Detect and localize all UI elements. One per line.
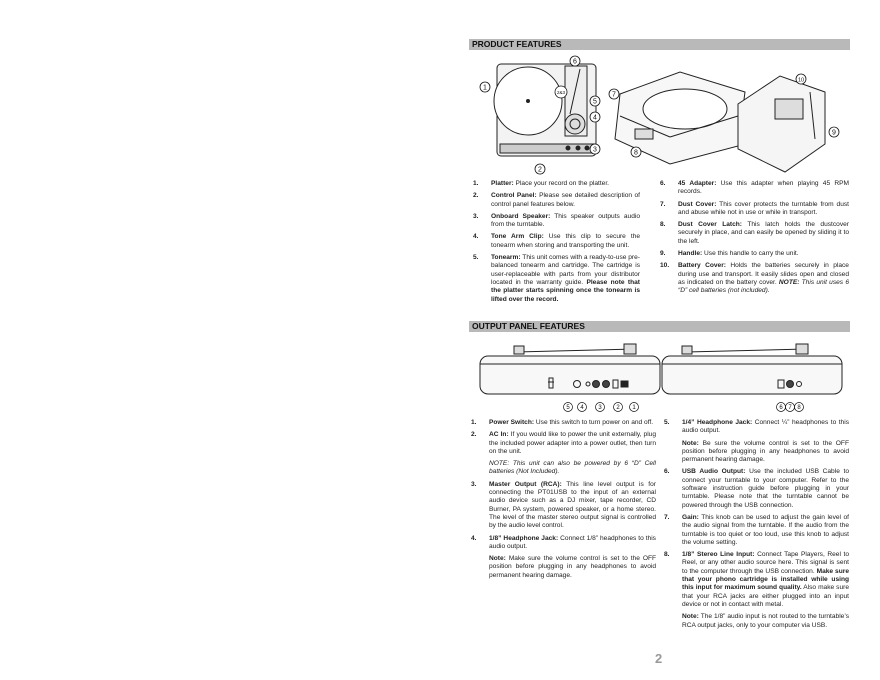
rear-panel-left [480, 344, 660, 394]
output-feature-7: 7. Gain: This knob can be used to adjust the gain level of the audio signal from the turntable. If the audio from the turntable is too quiet or too loud, use this knob to adjust the volume setting. [664, 513, 849, 546]
product-feature-9: 9. Handle: Use this handle to carry the unit. [660, 250, 799, 258]
product-feature-2: 2. Control Panel: Please see detailed description of control panel features below. [473, 192, 641, 208]
callout-8: 8 [634, 149, 638, 157]
output-feature-2: 2. AC In: If you would like to power the unit externally, plug the included power adapter into a power outlet, then turn on the unit. [471, 431, 656, 455]
output-feature-8: 8. 1/8” Stereo Line Input: Connect Tape Players, Reel to Reel, or any other audio source here. This signal is sent to the computer through the USB connection. Make sure that your phono cartridge is installed while using this input for maximum sound quality. Also make sure that your RCA jacks are either plugged into an input device or not in contact with metal. [664, 551, 849, 608]
callout-10: 10 [797, 77, 805, 84]
output-callout-3: 3 [598, 405, 602, 411]
output-callout-5: 5 [566, 405, 570, 411]
output-feature-5: 5. 1/4” Headphone Jack: Connect ¼” headphones to this audio output. [664, 419, 849, 435]
turntable-back-view [738, 76, 825, 172]
callout-4: 4 [593, 114, 597, 122]
product-feature-5: 5. Tonearm: This unit comes with a ready-to-use pre-balanced tonearm and cartridge. The cartridge is user-replaceable with parts from your distributor located in the warranty guide. Please note that the platter starts spinning once the tonearm is lifted over the record. [473, 254, 640, 303]
product-feature-10: 10. Battery Cover: Holds the batteries securely in place during use and transport. It easily slides open and closed as indicated on the battery cover. NOTE: This unit uses 6 “D” cell batteries (not included). [660, 262, 849, 295]
output-callout-6: 6 [779, 405, 783, 411]
output-panel-features-heading: OUTPUT PANEL FEATURES [469, 321, 850, 332]
callout-7: 7 [612, 91, 616, 99]
product-features-right-column [660, 180, 849, 300]
output-feature-4-note: Note: Make sure the volume control is set to the OFF position before plugging in any headphones to avoid permanent hearing damage. [489, 555, 656, 579]
output-feature-5-note: Note: Be sure the volume control is set to the OFF position before plugging in any headphones to avoid permanent hearing damage. [682, 439, 849, 464]
output-panel-illustration [476, 340, 846, 414]
callout-1: 1 [483, 84, 487, 92]
turntable-illustration [470, 54, 850, 176]
output-features-right-column [664, 419, 849, 634]
product-feature-8: 8. Dust Cover Latch: This latch holds the dustcover securely in place, and can easily be opened by sliding it to the left. [660, 221, 849, 245]
speaker-badge: 2&3 [556, 90, 566, 95]
product-feature-6: 6. 45 Adapter: Use this adapter when playing 45 RPM records. [660, 180, 850, 196]
product-feature-4: 4. Tone Arm Clip: Use this clip to secure the tonearm when storing and transporting the unit. [473, 233, 640, 249]
output-feature-3: 3. Master Output (RCA): This line level output is for connecting the PT01USB to the input of an external audio device such as a DJ mixer, tape recorder, CD Burner, PA system, powered speaker, or a home stereo. The level of the master stereo output signal is controlled by the audio level control. [471, 480, 656, 530]
page-number: 2 [655, 651, 663, 666]
output-callout-2: 2 [616, 405, 620, 411]
callout-5: 5 [593, 98, 597, 106]
callout-3: 3 [593, 146, 597, 154]
output-feature-6: 6. USB Audio Output: Use the included USB Cable to connect your turntable to your computer. Refer to the software instruction guide before plugging in your turntable. Please note that the turntable cannot be powered through the USB connection. [664, 468, 849, 509]
rear-panel-right [662, 344, 842, 394]
output-feature-4: 4. 1/8” Headphone Jack: Connect 1/8” headphones to this audio output. [471, 534, 656, 550]
callout-2: 2 [538, 166, 542, 174]
product-feature-1: 1. Platter: Place your record on the platter. [473, 180, 610, 187]
output-features-left-column [471, 419, 656, 584]
output-callout-8: 8 [797, 405, 801, 411]
turntable-top-view [494, 64, 596, 156]
callout-9: 9 [832, 129, 836, 137]
product-feature-7: 7. Dust Cover: This cover protects the turntable from dust and abuse while not in use or while in transport. [660, 200, 849, 216]
product-features-left-column [473, 180, 640, 308]
output-callout-7: 7 [788, 405, 792, 411]
product-feature-3: 3. Onboard Speaker: This speaker outputs audio from the turntable. [473, 212, 640, 229]
output-callout-4: 4 [580, 405, 584, 411]
product-features-heading: PRODUCT FEATURES [469, 39, 850, 50]
output-feature-8-note: Note: The 1/8” audio input is not routed to the turntable’s RCA output jacks, only to your computer via USB. [682, 613, 849, 629]
output-feature-2-note: NOTE: This unit can also be powered by 6 “D” Cell batteries (Not Included). [489, 460, 656, 476]
output-callout-1: 1 [632, 405, 636, 411]
output-feature-1: 1. Power Switch: Use this switch to turn power on and off. [471, 419, 654, 426]
callout-6: 6 [573, 58, 577, 66]
